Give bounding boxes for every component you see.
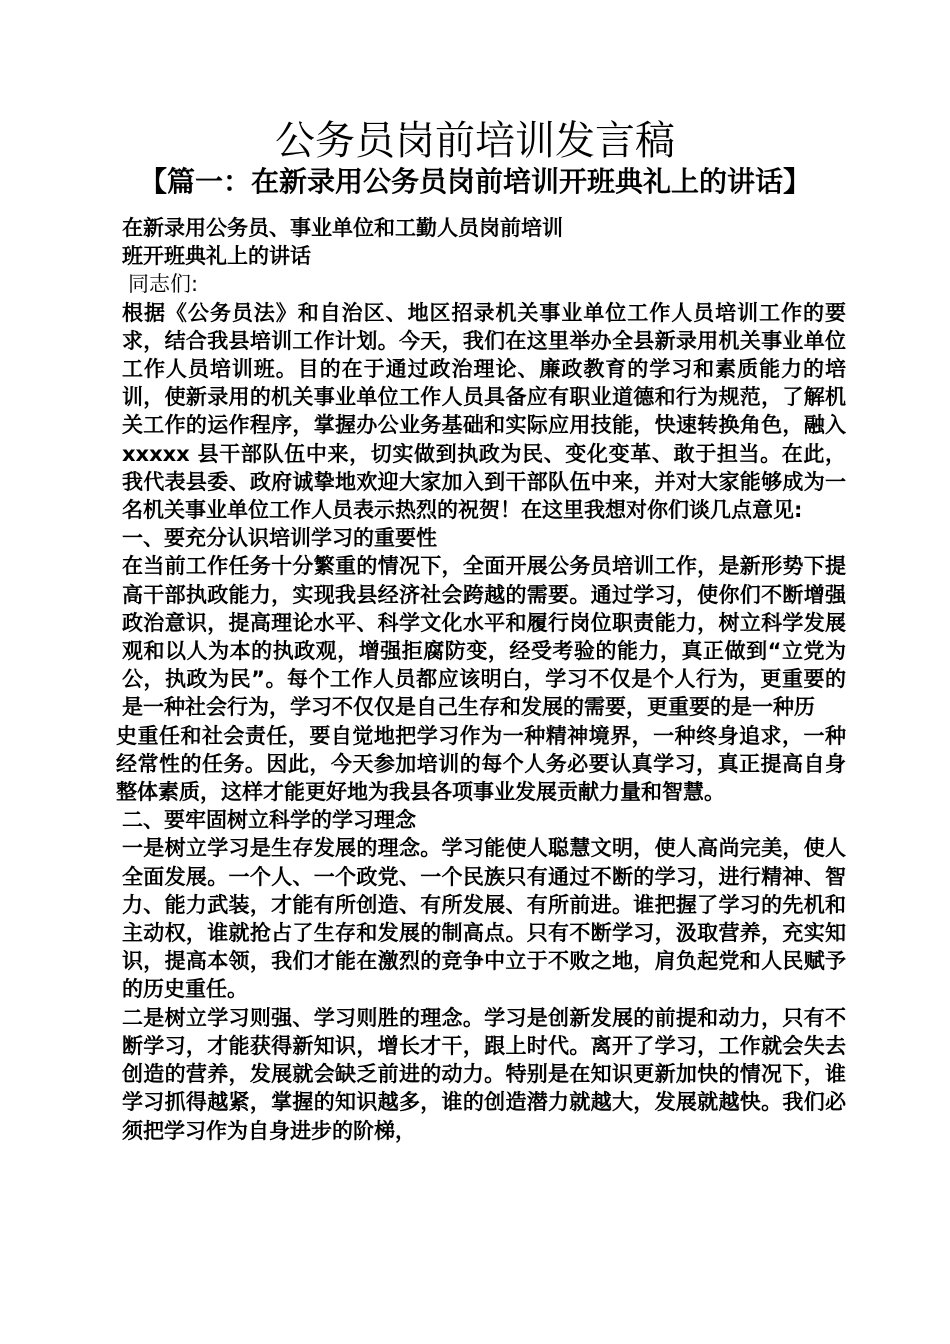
document-subtitle: 【篇一：在新录用公务员岗前培训开班典礼上的讲话】 [138,165,811,198]
paragraph-section-1: 在当前工作任务十分繁重的情况下，全面开展公务员培训工作，是新形势下提高干部执政能力，实现我县经济社会跨越的需要。通过学习，使你们不断增强政治意识，提高理论水平、科学文化水平和履行岗位职责能力，树立科学发展观和以人为本的执政观，增强拒腐防变，经受考验的能力，真正做到“立党为公，执政为民”。每个工作人员都应该明白，学习不仅是个人行为，更重要的是一种社会行为，学习不仅仅是自己生存和发展的需要，更重要的是一种历 [122,554,846,720]
document-title: 公务员岗前培训发言稿 [275,118,675,164]
salutation: 同志们: [128,272,199,297]
paragraph-section-1-continued: 史重任和社会责任，要自觉地把学习作为一种精神境界，一种终身追求，一种经常性的任务。因此，今天参加培训的每个人务必要认真学习，真正提高自身整体素质，这样才能更好地为我县各项事业发展贡献力量和智慧。 [116,723,846,805]
section-heading-1: 一、要充分认识培训学习的重要性 [122,526,437,551]
speech-heading-line-2: 班开班典礼上的讲话 [122,244,311,269]
paragraph-point-1: 一是树立学习是生存发展的理念。学习能使人聪慧文明，使人高尚完美，使人全面发展。一个人、一个政党、一个民族只有通过不断的学习，进行精神、智力、能力武装，才能有所创造、有所发展、有所前进。谁把握了学习的先机和主动权，谁就抢占了生存和发展的制高点。只有不断学习，汲取营养，充实知识，提高本领，我们才能在激烈的竞争中立于不败之地，肩负起党和人民赋予的历史重任。 [122,836,846,1002]
paragraph-intro: 根据《公务员法》和自治区、地区招录机关事业单位工作人员培训工作的要求，结合我县培训工作计划。今天，我们在这里举办全县新录用机关事业单位工作人员培训班。目的在于通过政治理论、廉政教育的学习和素质能力的培训，使新录用的机关事业单位工作人员具备应有职业道德和行为规范，了解机关工作的运作程序，掌握办公业务基础和实际应用技能，快速转换角色，融入 xxxxx 县干部队伍中来，切实做到执政为民、变化变革、敢于担当。在此，我代表县委、政府诚挚地欢迎大家加入到干部队伍中来，并对大家能够成为一名机关事业单位工作人员表示热烈的祝贺！在这里我想对你们谈几点意见: [122,300,846,523]
speech-heading-line-1: 在新录用公务员、事业单位和工勤人员岗前培训 [122,216,563,240]
section-heading-2: 二、要牢固树立科学的学习理念 [122,808,416,833]
paragraph-point-2: 二是树立学习则强、学习则胜的理念。学习是创新发展的前提和动力，只有不断学习，才能获得新知识，增长才干，跟上时代。离开了学习，工作就会失去创造的营养，发展就会缺乏前进的动力。特别是在知识更新加快的情况下，谁学习抓得越紧，掌握的知识越多，谁的创造潜力就越大，发展就越快。我们必须把学习作为自身进步的阶梯， [122,1005,846,1143]
document-body [116,214,846,1145]
